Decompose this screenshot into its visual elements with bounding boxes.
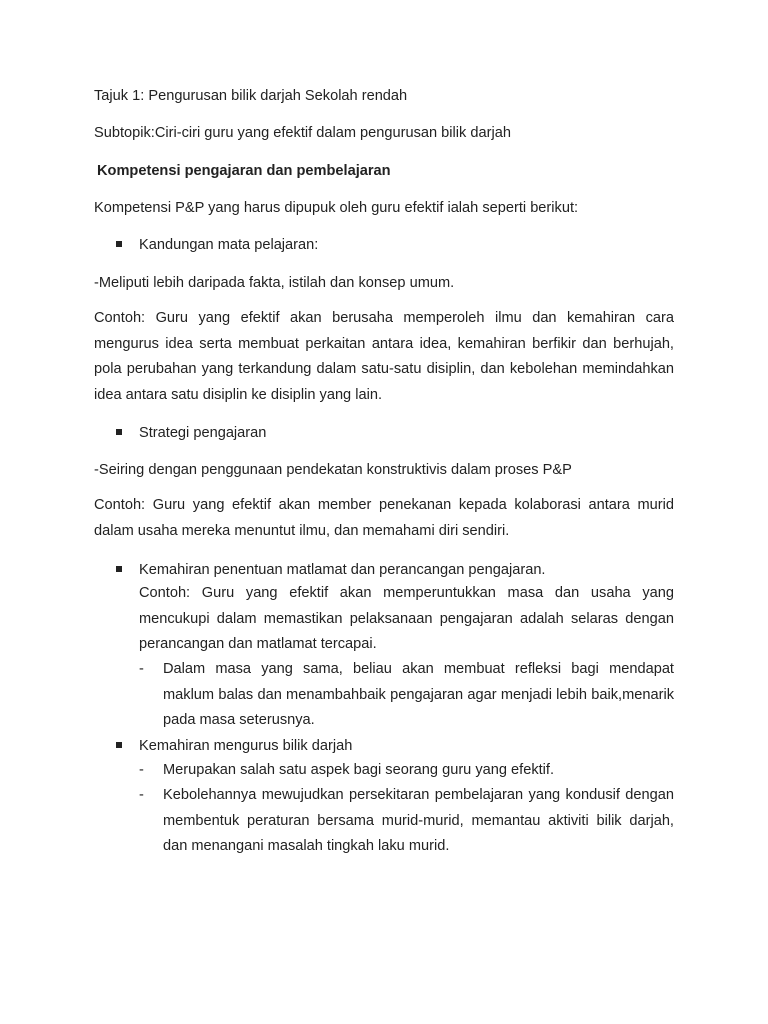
goal-planning-example-paragraph: Contoh: Guru yang efektif akan memperuntukkan masa dan usaha yang mencukupi dalam memastikan pelaksanaan pengajaran adalah selaras dengan perancangan dan matlamat tercapai. [139,585,674,652]
strategy-note: -Seiring dengan penggunaan pendekatan konstruktivis dalam proses P&P [94,462,572,478]
dash-marker: - [139,787,144,803]
dash-item-text: Merupakan salah satu aspek bagi seorang guru yang efektif. [163,762,555,778]
bullet-label: Kemahiran penentuan matlamat dan perancangan pengajaran. [139,562,546,578]
bullet-item-content [116,236,676,254]
strategy-example-paragraph: Contoh: Guru yang efektif akan member penekanan kepada kolaborasi antara murid dalam usaha mereka menuntut ilmu, dan memahami diri sendiri. [94,497,674,539]
dash-marker: - [139,661,144,677]
bullet-item-strategy [116,424,676,442]
bullet-item-goal-planning [116,561,676,579]
content-example-paragraph: Contoh: Guru yang efektif akan berusaha memperoleh ilmu dan kemahiran cara mengurus idea serta membuat perkaitan antara idea, kemahiran berfikir dan berhujah, pola perubahan yang terkandung dalam satu-satu disiplin, dan kebolehan memindahkan idea antara satu disiplin ke disiplin yang lain. [94,310,674,403]
title-line: Tajuk 1: Pengurusan bilik darjah Sekolah rendah [94,88,408,104]
square-bullet-icon [116,241,122,247]
bullet-label: Strategi pengajaran [139,425,267,441]
square-bullet-icon [116,566,122,572]
dash-item-text: Kebolehannya mewujudkan persekitaran pembelajaran yang kondusif dengan membentuk peraturan bersama murid-murid, memantau aktiviti bilik darjah, dan menangani masalah tingkah laku murid. [163,787,674,854]
subtopic-line: Subtopik:Ciri-ciri guru yang efektif dalam pengurusan bilik darjah [94,125,511,141]
square-bullet-icon [116,742,122,748]
dash-item-text: Dalam masa yang sama, beliau akan membuat refleksi bagi mendapat maklum balas dan menambahbaik pengajaran agar menjadi lebih baik,menarik pada masa seterusnya. [163,661,674,728]
bullet-label: Kemahiran mengurus bilik darjah [139,738,353,754]
intro-line: Kompetensi P&P yang harus dipupuk oleh guru efektif ialah seperti berikut: [94,200,579,216]
bullet-label: Kandungan mata pelajaran: [139,237,319,253]
section-heading: Kompetensi pengajaran dan pembelajaran [97,163,391,179]
square-bullet-icon [116,429,122,435]
content-note: -Meliputi lebih daripada fakta, istilah dan konsep umum. [94,275,455,291]
bullet-item-classroom-management [116,737,676,755]
dash-marker: - [139,762,144,778]
